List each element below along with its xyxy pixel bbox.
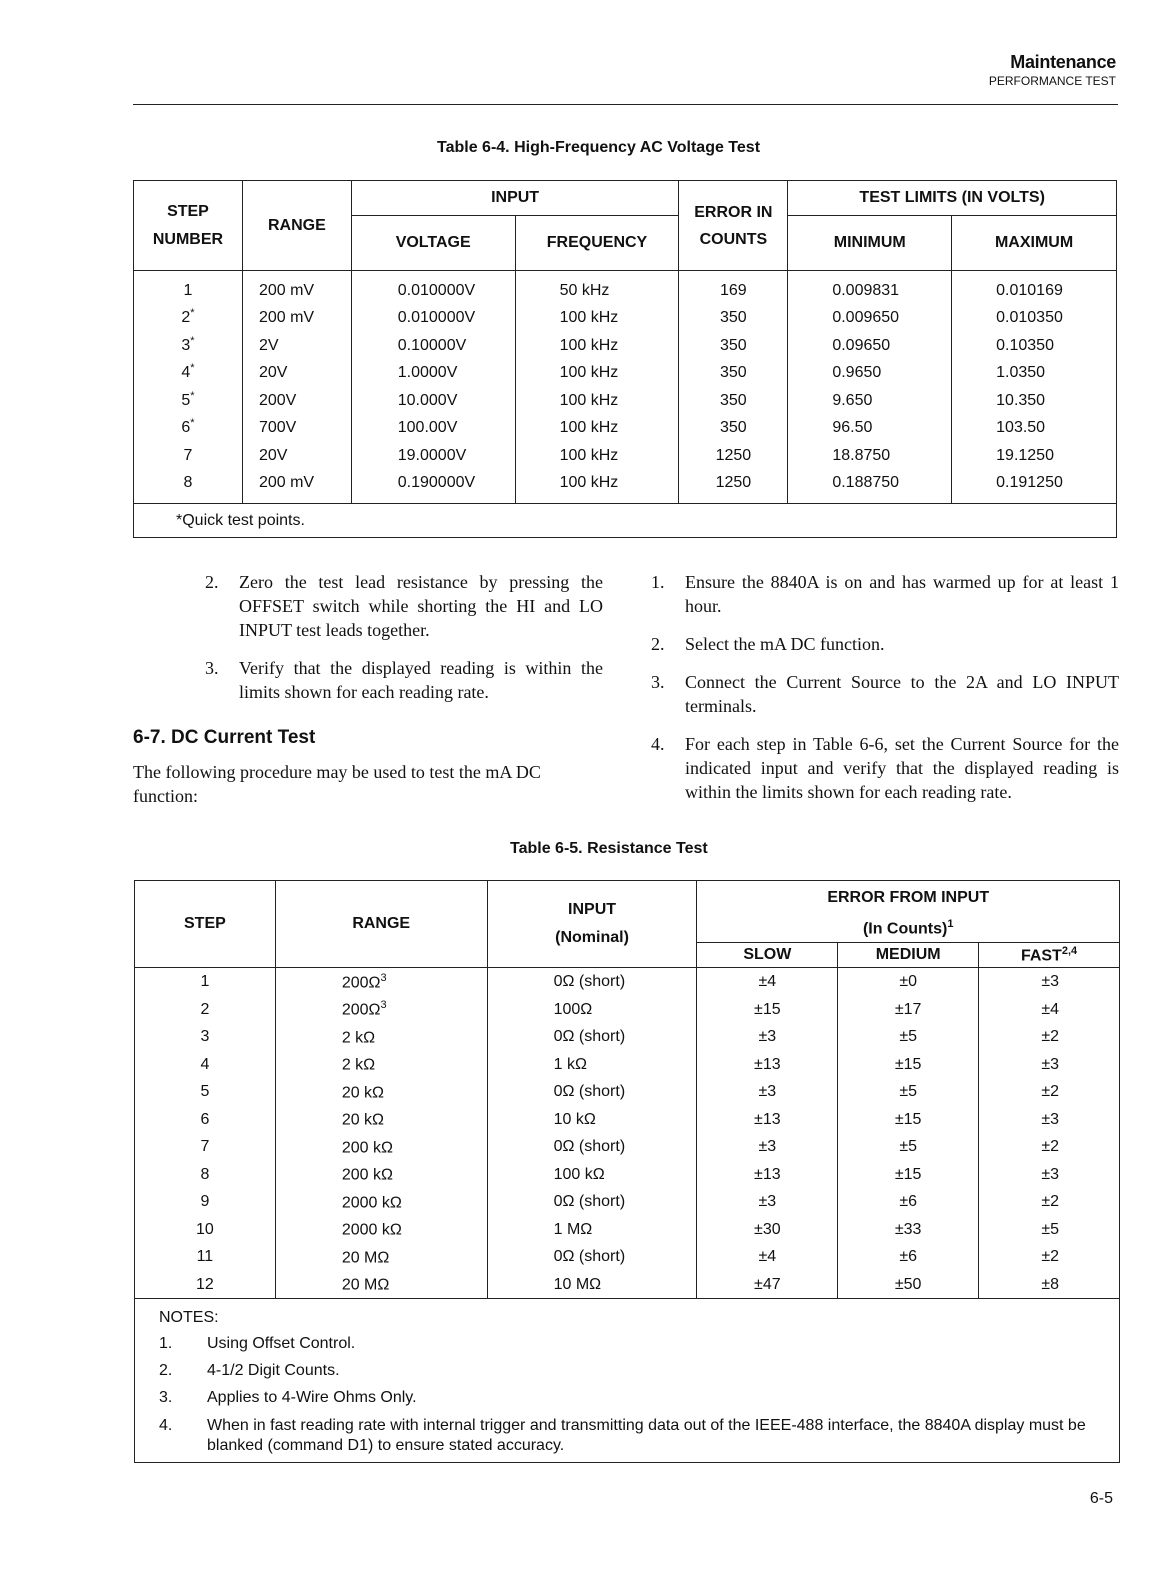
- fast-label: FAST: [1020, 947, 1062, 965]
- medium-cell: ±5: [838, 1133, 979, 1161]
- range-cell: 200 mV: [242, 470, 351, 504]
- fast-cell: ±2: [979, 1023, 1120, 1051]
- step-cell: [134, 271, 243, 305]
- list-item: [651, 670, 1119, 718]
- voltage-cell: 0.190000V: [351, 470, 515, 504]
- in-counts-label: [697, 911, 1119, 942]
- error-cell: 1250: [679, 442, 788, 470]
- fast-cell: ±8: [979, 1271, 1120, 1299]
- step-value: 8: [183, 474, 193, 492]
- slow-cell: ±13: [697, 1106, 838, 1134]
- quick-test-footnote: *Quick test points.: [134, 504, 1117, 538]
- col-input-nominal: [487, 881, 697, 968]
- table-row: [134, 305, 1117, 333]
- range-cell: [275, 1133, 487, 1161]
- table-row: [135, 1051, 1120, 1079]
- fast-cell: ±3: [979, 1106, 1120, 1134]
- range-cell: [275, 1188, 487, 1216]
- step-value: 7: [183, 446, 193, 464]
- col-minimum: MINIMUM: [788, 216, 952, 271]
- list-item: [205, 570, 603, 642]
- section-intro: The following procedure may be used to test the mA DC function:: [133, 762, 541, 806]
- item-text: Zero the test lead resistance by pressing the OFFSET switch while shorting the HI and LO INPUT test leads together.: [239, 572, 603, 640]
- col-error-counts: ERROR IN COUNTS: [679, 181, 788, 271]
- maximum-cell: 1.0350: [952, 360, 1117, 388]
- col-fast: [979, 943, 1120, 968]
- quick-test-mark: *: [190, 417, 195, 430]
- note-number: 2.: [159, 1362, 173, 1380]
- step-cell: [134, 360, 243, 388]
- table-6-4-caption: Table 6-4. High-Frequency AC Voltage Test: [437, 139, 761, 156]
- input-cell: 1 MΩ: [487, 1216, 697, 1244]
- voltage-cell: 100.00V: [351, 415, 515, 443]
- table-row: [134, 332, 1117, 360]
- col-range: RANGE: [275, 881, 487, 968]
- frequency-cell: 100 kHz: [515, 332, 679, 360]
- note-item: [159, 1335, 1095, 1353]
- slow-cell: ±15: [697, 996, 838, 1024]
- maximum-cell: 0.010169: [952, 271, 1117, 305]
- col-maximum: MAXIMUM: [952, 216, 1117, 271]
- col-medium: MEDIUM: [838, 943, 979, 968]
- step-cell: 3: [135, 1023, 276, 1051]
- range-value: 200Ω: [341, 1001, 381, 1019]
- range-cell: 20V: [242, 442, 351, 470]
- medium-cell: ±33: [838, 1216, 979, 1244]
- header-rule: [133, 104, 1118, 105]
- col-range: RANGE: [242, 181, 351, 271]
- list-item: [205, 656, 603, 704]
- in-counts-text: (In Counts): [862, 920, 948, 938]
- col-step: STEP: [135, 881, 276, 968]
- range-cell: 200 mV: [242, 271, 351, 305]
- input-cell: 0Ω (short): [487, 968, 697, 996]
- fast-cell: ±3: [979, 968, 1120, 996]
- step-cell: 7: [135, 1133, 276, 1161]
- table-row: [135, 1216, 1120, 1244]
- step-cell: 6: [135, 1106, 276, 1134]
- quick-test-mark: *: [190, 307, 195, 320]
- in-counts-note-ref: 1: [947, 918, 954, 930]
- notes-block: [135, 1299, 1120, 1463]
- error-cell: 350: [679, 415, 788, 443]
- col-slow: SLOW: [697, 943, 838, 968]
- table-row: [135, 1161, 1120, 1189]
- minimum-cell: 96.50: [788, 415, 952, 443]
- voltage-cell: 0.010000V: [351, 271, 515, 305]
- slow-cell: ±3: [697, 1078, 838, 1106]
- header-subsection: PERFORMANCE TEST: [988, 74, 1116, 88]
- item-number: 3.: [651, 672, 665, 692]
- quick-test-mark: *: [190, 389, 195, 402]
- input-cell: 0Ω (short): [487, 1243, 697, 1271]
- step-cell: 11: [135, 1243, 276, 1271]
- range-value: 200Ω: [341, 974, 381, 992]
- medium-cell: ±15: [838, 1051, 979, 1079]
- item-text: Verify that the displayed reading is within the limits shown for each reading rate.: [239, 658, 603, 702]
- minimum-cell: 0.188750: [788, 470, 952, 504]
- range-value: 2 kΩ: [341, 1056, 376, 1074]
- range-value: 2000 kΩ: [341, 1221, 402, 1239]
- quick-test-mark: *: [190, 334, 195, 347]
- table-row: [135, 1188, 1120, 1216]
- list-item: [651, 732, 1119, 804]
- fast-cell: ±5: [979, 1216, 1120, 1244]
- fast-cell: ±4: [979, 996, 1120, 1024]
- voltage-cell: 10.000V: [351, 387, 515, 415]
- col-error-from-input: [697, 881, 1120, 943]
- input-cell: 0Ω (short): [487, 1078, 697, 1106]
- note-text: Using Offset Control.: [207, 1335, 356, 1353]
- input-cell: 10 kΩ: [487, 1106, 697, 1134]
- input-cell: 1 kΩ: [487, 1051, 697, 1079]
- table-row: [134, 415, 1117, 443]
- step-value: 5: [181, 391, 191, 409]
- range-cell: 200V: [242, 387, 351, 415]
- table-row: [134, 271, 1117, 305]
- error-cell: 350: [679, 360, 788, 388]
- fast-cell: ±2: [979, 1133, 1120, 1161]
- medium-cell: ±5: [838, 1023, 979, 1051]
- range-cell: [275, 996, 487, 1024]
- frequency-cell: 100 kHz: [515, 442, 679, 470]
- note-item: [159, 1362, 1095, 1380]
- frequency-cell: 100 kHz: [515, 360, 679, 388]
- note-number: 4.: [159, 1417, 173, 1435]
- range-cell: 200 mV: [242, 305, 351, 333]
- input-label: INPUT: [568, 901, 617, 919]
- step-cell: [134, 332, 243, 360]
- range-value: 20 kΩ: [341, 1111, 385, 1129]
- range-value: 20 MΩ: [341, 1249, 390, 1267]
- list-item: [651, 632, 1119, 656]
- note-text: Applies to 4-Wire Ohms Only.: [207, 1389, 417, 1407]
- range-cell: [275, 1106, 487, 1134]
- slow-cell: ±47: [697, 1271, 838, 1299]
- frequency-cell: 100 kHz: [515, 415, 679, 443]
- table-6-5-body: [135, 968, 1120, 1299]
- frequency-cell: 100 kHz: [515, 470, 679, 504]
- step-cell: 4: [135, 1051, 276, 1079]
- item-number: 4.: [651, 734, 665, 754]
- right-steps: [651, 570, 1119, 818]
- note-number: 3.: [159, 1389, 173, 1407]
- fast-note-ref: 2,4: [1061, 945, 1078, 958]
- error-cell: 350: [679, 305, 788, 333]
- input-cell: 0Ω (short): [487, 1023, 697, 1051]
- range-cell: [275, 968, 487, 996]
- resistance-test-table: [134, 880, 1120, 1463]
- range-cell: 700V: [242, 415, 351, 443]
- minimum-cell: 0.009831: [788, 271, 952, 305]
- input-cell: 0Ω (short): [487, 1133, 697, 1161]
- fast-cell: ±2: [979, 1243, 1120, 1271]
- range-value: 200 kΩ: [341, 1139, 393, 1157]
- table-row: [135, 1271, 1120, 1299]
- medium-cell: ±6: [838, 1188, 979, 1216]
- notes-title: NOTES:: [159, 1309, 219, 1327]
- medium-cell: ±15: [838, 1106, 979, 1134]
- table-row: [135, 1023, 1120, 1051]
- maximum-cell: 0.191250: [952, 470, 1117, 504]
- medium-cell: ±17: [838, 996, 979, 1024]
- slow-cell: ±4: [697, 968, 838, 996]
- item-text: Select the mA DC function.: [685, 634, 885, 654]
- hf-ac-voltage-table: [133, 180, 1117, 538]
- step-cell: 1: [135, 968, 276, 996]
- input-cell: 0Ω (short): [487, 1188, 697, 1216]
- minimum-cell: 18.8750: [788, 442, 952, 470]
- item-number: 2.: [651, 634, 665, 654]
- step-cell: 2: [135, 996, 276, 1024]
- left-steps: [205, 570, 603, 718]
- range-cell: 2V: [242, 332, 351, 360]
- slow-cell: ±30: [697, 1216, 838, 1244]
- minimum-cell: 9.650: [788, 387, 952, 415]
- note-item: [159, 1416, 1095, 1456]
- step-cell: [134, 415, 243, 443]
- table-row: [135, 1078, 1120, 1106]
- frequency-cell: 100 kHz: [515, 387, 679, 415]
- slow-cell: ±3: [697, 1188, 838, 1216]
- slow-cell: ±13: [697, 1051, 838, 1079]
- step-cell: 8: [135, 1161, 276, 1189]
- item-number: 3.: [205, 658, 219, 678]
- item-text: Ensure the 8840A is on and has warmed up for at least 1 hour.: [685, 572, 1119, 616]
- range-cell: [275, 1078, 487, 1106]
- input-cell: 100Ω: [487, 996, 697, 1024]
- step-value: 3: [181, 336, 191, 354]
- nominal-label: (Nominal): [555, 929, 629, 947]
- range-note-ref: 3: [380, 999, 387, 1012]
- range-cell: [275, 1243, 487, 1271]
- range-cell: 20V: [242, 360, 351, 388]
- step-cell: 12: [135, 1271, 276, 1299]
- table-6-5-caption: Table 6-5. Resistance Test: [510, 840, 708, 857]
- range-note-ref: 3: [380, 971, 387, 984]
- col-frequency: FREQUENCY: [515, 216, 679, 271]
- step-value: 2: [181, 309, 191, 327]
- error-cell: 169: [679, 271, 788, 305]
- table-row: [134, 387, 1117, 415]
- step-cell: [134, 387, 243, 415]
- maximum-cell: 19.1250: [952, 442, 1117, 470]
- item-text: For each step in Table 6-6, set the Current Source for the indicated input and verify that the displayed reading is within the limits shown for each reading rate.: [685, 734, 1119, 802]
- section-heading-dc-current: 6-7. DC Current Test: [133, 727, 316, 748]
- step-value: 6: [181, 419, 191, 437]
- voltage-cell: 1.0000V: [351, 360, 515, 388]
- quick-test-mark: *: [190, 362, 195, 375]
- maximum-cell: 0.010350: [952, 305, 1117, 333]
- step-cell: 5: [135, 1078, 276, 1106]
- fast-cell: ±3: [979, 1051, 1120, 1079]
- input-cell: 100 kΩ: [487, 1161, 697, 1189]
- voltage-cell: 0.010000V: [351, 305, 515, 333]
- item-number: 1.: [651, 572, 665, 592]
- item-number: 2.: [205, 572, 219, 592]
- table-row: [135, 1243, 1120, 1271]
- error-cell: 350: [679, 387, 788, 415]
- note-number: 1.: [159, 1335, 173, 1353]
- table-6-4-body: [134, 271, 1117, 504]
- minimum-cell: 0.9650: [788, 360, 952, 388]
- fast-cell: ±2: [979, 1078, 1120, 1106]
- table-row: [135, 968, 1120, 996]
- step-value: 4: [181, 364, 191, 382]
- table-row: [135, 1106, 1120, 1134]
- frequency-cell: 50 kHz: [515, 271, 679, 305]
- range-value: 20 kΩ: [341, 1084, 385, 1102]
- item-text: Connect the Current Source to the 2A and LO INPUT terminals.: [685, 672, 1119, 716]
- step-cell: 10: [135, 1216, 276, 1244]
- range-cell: [275, 1161, 487, 1189]
- header-section: Maintenance: [1010, 52, 1116, 72]
- range-value: 20 MΩ: [341, 1276, 390, 1294]
- col-step-number: STEP NUMBER: [134, 181, 243, 271]
- range-value: 2000 kΩ: [341, 1194, 402, 1212]
- page-header: [989, 52, 1116, 88]
- note-text: When in fast reading rate with internal trigger and transmitting data out of the IEEE-488 interface, the 8840A display must be blanked (command D1) to ensure stated accuracy.: [207, 1417, 1086, 1455]
- range-value: 200 kΩ: [341, 1166, 393, 1184]
- note-text: 4-1/2 Digit Counts.: [207, 1362, 340, 1380]
- slow-cell: ±3: [697, 1133, 838, 1161]
- table-row: [134, 470, 1117, 504]
- note-item: [159, 1389, 1095, 1407]
- list-item: [651, 570, 1119, 618]
- error-cell: 1250: [679, 470, 788, 504]
- range-cell: [275, 1216, 487, 1244]
- table-row: [134, 442, 1117, 470]
- range-value: 2 kΩ: [341, 1029, 376, 1047]
- page-number: 6-5: [1089, 1490, 1113, 1507]
- step-cell: 9: [135, 1188, 276, 1216]
- voltage-cell: 19.0000V: [351, 442, 515, 470]
- fast-cell: ±3: [979, 1161, 1120, 1189]
- medium-cell: ±15: [838, 1161, 979, 1189]
- frequency-cell: 100 kHz: [515, 305, 679, 333]
- medium-cell: ±6: [838, 1243, 979, 1271]
- maximum-cell: 0.10350: [952, 332, 1117, 360]
- col-test-limits: TEST LIMITS (IN VOLTS): [788, 181, 1117, 216]
- table-row: [135, 1133, 1120, 1161]
- input-cell: 10 MΩ: [487, 1271, 697, 1299]
- step-cell: [134, 305, 243, 333]
- error-cell: 350: [679, 332, 788, 360]
- table-row: [135, 996, 1120, 1024]
- medium-cell: ±0: [838, 968, 979, 996]
- table-row: [134, 360, 1117, 388]
- step-value: 1: [183, 281, 193, 299]
- maximum-cell: 103.50: [952, 415, 1117, 443]
- maximum-cell: 10.350: [952, 387, 1117, 415]
- medium-cell: ±50: [838, 1271, 979, 1299]
- col-input: INPUT: [351, 181, 679, 216]
- col-voltage: VOLTAGE: [351, 216, 515, 271]
- error-label: ERROR FROM INPUT: [827, 889, 990, 906]
- step-cell: [134, 442, 243, 470]
- voltage-cell: 0.10000V: [351, 332, 515, 360]
- step-cell: [134, 470, 243, 504]
- range-cell: [275, 1023, 487, 1051]
- slow-cell: ±3: [697, 1023, 838, 1051]
- fast-cell: ±2: [979, 1188, 1120, 1216]
- slow-cell: ±13: [697, 1161, 838, 1189]
- minimum-cell: 0.009650: [788, 305, 952, 333]
- range-cell: [275, 1051, 487, 1079]
- medium-cell: ±5: [838, 1078, 979, 1106]
- slow-cell: ±4: [697, 1243, 838, 1271]
- range-cell: [275, 1271, 487, 1299]
- minimum-cell: 0.09650: [788, 332, 952, 360]
